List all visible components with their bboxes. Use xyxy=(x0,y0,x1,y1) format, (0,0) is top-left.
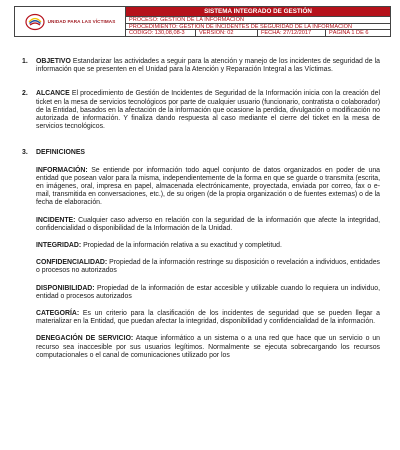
definition-item xyxy=(36,259,380,275)
definition-item xyxy=(36,167,380,208)
definition-term: DENEGACIÓN DE SERVICIO: xyxy=(36,335,134,343)
unidad-victimas-logo-icon xyxy=(25,13,45,31)
section-objetivo xyxy=(22,58,380,74)
procedure-row: PROCEDIMIENTO: GESTIÓN DE INCIDENTES DE SEGURIDAD DE LA INFORMACIÓN xyxy=(126,24,390,31)
definition-text: Se entiende por información todo aquel conjunto de datos organizados en poder de una entidad que posean valor para la misma, independientemente de la forma en que se guarde o transmita (escrita, en imágenes, oral, impresa en papel, almacenada electrónicamente, proyectada, enviada por correo, fax o e-mail, transmitida en conversaciones, etc.), de su origen (de la propia organización o de fuentes externas) o de la fecha de elaboración. xyxy=(36,166,380,207)
definition-term: DISPONIBILIDAD: xyxy=(36,284,95,292)
definition-item xyxy=(36,217,380,233)
definition-term: CONFIDENCIALIDAD: xyxy=(36,259,108,267)
section-number: 3. xyxy=(22,149,28,157)
definition-item xyxy=(36,242,380,250)
logo-text: UNIDAD PARA LAS VÍCTIMAS xyxy=(47,19,116,24)
section-text: El procedimiento de Gestión de Incidentes de Seguridad de la Información inicia con la creación del ticket en la mesa de servicios tecnológicos por parte de cualquier usuario (funcionario, contratista o colaborador) de la Entidad, basados en la afectación de la información que ocasione la perdida, divulgación o modificación no autorizada de información. Y finaliza dando respuesta al caso mediante el cierre del ticket en la mesa de servicios tecnológicos. xyxy=(36,90,380,131)
system-title: SISTEMA INTEGRADO DE GESTIÓN xyxy=(126,7,390,17)
definition-term: CATEGORÍA: xyxy=(36,310,80,318)
definition-text: Es un criterio para la clasificación de los incidentes de seguridad que se pueden llegar a materializar en la Entidad, que puedan afectar la integridad, disponibilidad y confidencialidad de la información. xyxy=(36,310,380,326)
definition-text: Propiedad de la información restringe su disposición o revelación a individuos, entidades o procesos no autorizados xyxy=(36,259,380,275)
definition-text: Cualquier caso adverso en relación con la seguridad de la información que afecte la integridad, confidencialidad o disponibilidad de la Información de la Unidad. xyxy=(36,216,380,232)
section-number: 1. xyxy=(22,58,28,65)
section-label: DEFINICIONES xyxy=(36,149,86,157)
definition-item xyxy=(36,285,380,301)
section-label: OBJETIVO xyxy=(36,58,71,65)
version-cell: VERSIÓN: 02 xyxy=(196,30,258,36)
section-text: Estandarizar las actividades a seguir para la atención y manejo de los incidentes de seguridad de la información que se presenten en el Unidad para la Atención y Reparación Integral a las Víctimas. xyxy=(36,58,380,74)
document-header xyxy=(14,6,391,37)
definition-term: INTEGRIDAD: xyxy=(36,242,82,250)
document-body xyxy=(22,58,380,360)
section-definiciones xyxy=(22,149,380,157)
definition-term: INFORMACIÓN: xyxy=(36,166,88,174)
definition-text: Propiedad de la información de estar accesible y utilizable cuando lo requiera un individuo, entidad o procesos autorizados xyxy=(36,284,380,300)
section-alcance xyxy=(22,90,380,131)
definition-item xyxy=(36,310,380,326)
page-cell: PÁGINA 1 DE 6 xyxy=(329,30,369,37)
section-number: 2. xyxy=(22,90,28,98)
definition-text: Propiedad de la información relativa a su exactitud y completitud. xyxy=(81,242,282,250)
section-label: ALCANCE xyxy=(36,90,70,98)
header-info xyxy=(126,7,390,36)
definitions-list xyxy=(36,167,380,360)
code-cell: CÓDIGO: 130,08,08-3 xyxy=(126,30,196,36)
definition-term: INCIDENTE: xyxy=(36,216,76,224)
definition-item xyxy=(36,335,380,360)
logo xyxy=(15,7,126,36)
process-row: PROCESO: GESTIÓN DE LA INFORMACIÓN xyxy=(126,17,390,24)
meta-row xyxy=(126,30,390,36)
definition-text: Ataque informático a un sistema o a una red que hace que un servicio o un recurso sea inaccesible por sus usuarios legítimos. Normalmente se ejecuta sobrecargando los recursos computacionales o el canal de comunicaciones utilizado por los xyxy=(36,335,380,359)
date-cell: FECHA: 27/12/2017 xyxy=(258,30,326,36)
